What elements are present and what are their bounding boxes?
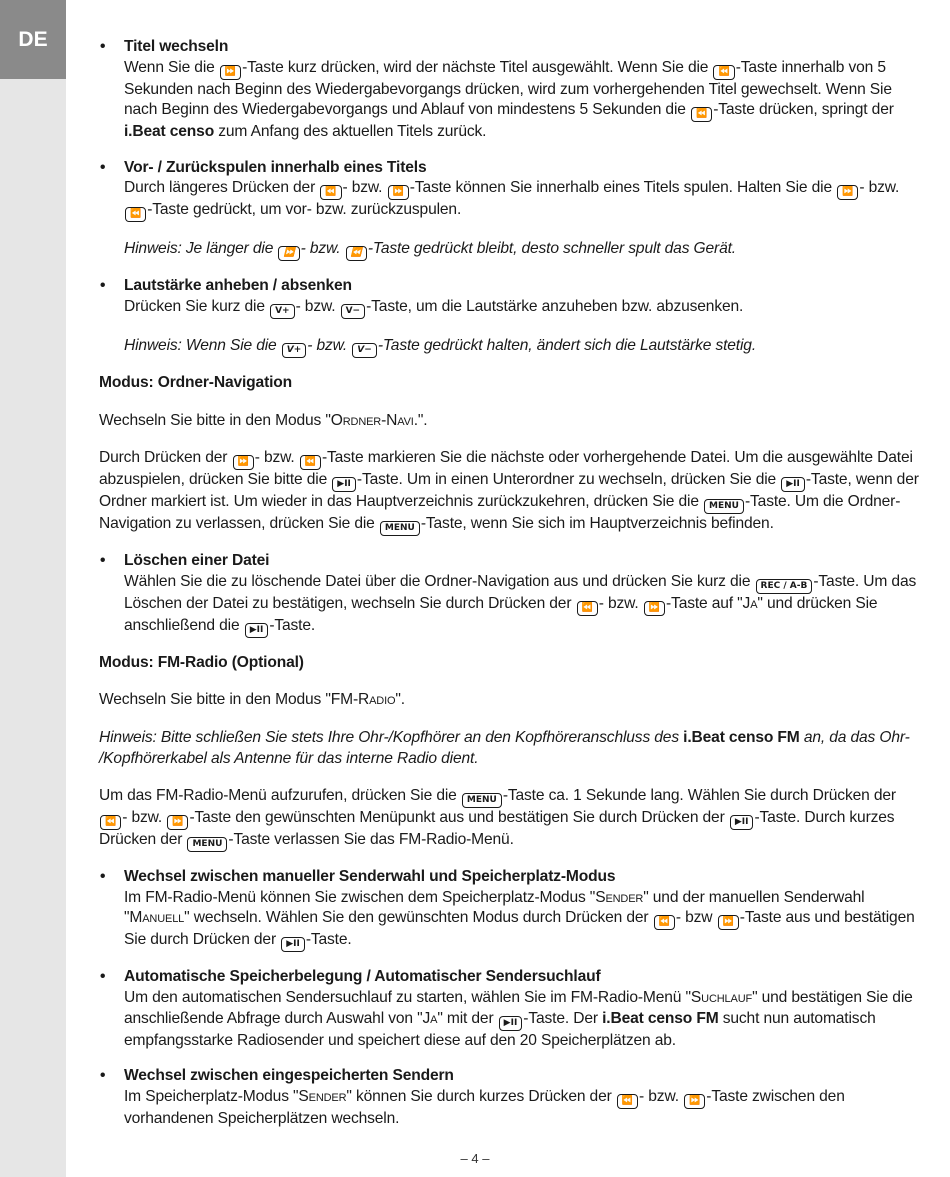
option-name: Ja: [742, 594, 758, 612]
play-pause-key-icon: ▶II: [281, 937, 305, 952]
play-pause-key-icon: ▶II: [332, 477, 356, 492]
fast-forward-key-icon: ⏩: [718, 915, 739, 930]
volume-down-key-icon: V−: [341, 304, 366, 319]
section-title: Wechsel zwischen manueller Senderwahl und Speicherplatz-Modus: [124, 868, 616, 886]
bullet-dot: •: [100, 38, 106, 55]
rewind-key-icon: ⏪: [713, 65, 734, 80]
rewind-key-icon: ⏪: [654, 915, 675, 930]
menu-key-icon: MENU: [187, 837, 227, 852]
section-text: Wenn Sie die ⏩ -Taste kurz drücken, wird der nächste Titel ausgewählt. Wenn Sie die ⏪ -Taste innerhalb von 5 Sekunden nach Beginn des Wiedergabevorgangs drücken, wird zum vorhergehenden Titel gewechselt. Wenn Sie nach Beginn des Wiedergabevorgangs und Ablauf von mindestens 5 Sekunden die ⏪ -Taste drücken, springt der i.Beat censo zum Anfang des aktuellen Titels zurück.: [124, 58, 894, 141]
section-text: Im Speicherplatz-Modus "Sender" können Sie durch kurzes Drücken der ⏪ - bzw. ⏩ -Taste zwischen den vorhandenen Speicherplätzen wechseln.: [124, 1087, 845, 1127]
rewind-key-icon: ⏪: [300, 455, 321, 470]
section-text: Um den automatischen Sendersuchlauf zu starten, wählen Sie im FM-Radio-Menü "Suchlauf" und bestätigen Sie die anschließende Abfrage durch Auswahl von "Ja" mit der ▶II -Taste. Der i.Beat censo FM sucht nun automatisch empfangsstarke Radiosender und speichert diese auf den 20 Speicherplätzen ab.: [124, 988, 913, 1049]
brand-name: i.Beat censo FM: [683, 728, 800, 746]
section-text: Im FM-Radio-Menü können Sie zwischen dem Speicherplatz-Modus "Sender" und der manuellen Senderwahl "Manuell" wechseln. Wählen Sie den gewünschten Modus durch Drücken der ⏪ - bzw ⏩ -Taste aus und bestätigen Sie durch Drücken der ▶II -Taste.: [124, 888, 919, 953]
mode-name: Manuell: [129, 909, 185, 927]
mode-name: Sender: [298, 1087, 347, 1105]
volume-up-key-icon: V+: [282, 343, 307, 358]
mode-heading-fm: Modus: FM-Radio (Optional): [99, 653, 304, 671]
section-title: Lautstärke anheben / absenken: [124, 277, 352, 295]
section-text: Durch längeres Drücken der ⏪ - bzw. ⏩ -Taste können Sie innerhalb eines Titels spulen. Halten Sie die ⏩ - bzw. ⏪ -Taste gedrückt, um vor- bzw. zurückzuspulen.: [124, 178, 919, 222]
section-sendersuchlauf: [99, 967, 919, 1051]
rewind-key-icon: ⏪: [320, 185, 341, 200]
fast-forward-key-icon: ⏩: [837, 185, 858, 200]
bullet-dot: •: [100, 277, 106, 295]
volume-down-key-icon: V−: [352, 343, 377, 358]
rewind-key-icon: ⏪: [691, 107, 712, 122]
fast-forward-key-icon: ⏩: [220, 65, 241, 80]
page-sidebar: [0, 0, 66, 1177]
section-lautstaerke: [99, 276, 919, 358]
paragraph: Wechseln Sie bitte in den Modus "Ordner-Navi.".: [99, 411, 428, 429]
rewind-key-icon: ⏪: [577, 601, 598, 616]
mode-name: Radio: [358, 691, 396, 709]
section-sender-wechseln: [99, 1066, 919, 1129]
paragraph: Durch Drücken der ⏩ - bzw. ⏪ -Taste markieren Sie die nächste oder vorhergehende Datei. Um die ausgewählte Datei abzuspielen, drücken Sie bitte die ▶II -Taste. Um in einen Unterordner zu wechseln, drücken Sie die ▶II -Taste, wenn der Ordner markiert ist. Um wieder in das Hauptverzeichnis zurückzukehren, drücken Sie die MENU -Taste. Um die Ordner-Navigation zu verlassen, drücken Sie die MENU -Taste, wenn Sie sich im Hauptverzeichnis befinden.: [99, 448, 919, 536]
rewind-key-icon: ⏪: [346, 246, 367, 261]
mode-name: Sender: [595, 888, 644, 906]
mode-heading-ordner: Modus: Ordner-Navigation: [99, 373, 293, 391]
paragraph: Wechseln Sie bitte in den Modus "FM-Radio".: [99, 691, 405, 709]
section-title: Löschen einer Datei: [124, 552, 270, 570]
brand-name: i.Beat censo FM: [602, 1009, 719, 1027]
section-title: Automatische Speicherbelegung / Automatischer Sendersuchlauf: [124, 968, 601, 986]
fast-forward-key-icon: ⏩: [388, 185, 409, 200]
volume-up-key-icon: V+: [270, 304, 295, 319]
hint-text: Hinweis: Je länger die ⏩ - bzw. ⏪ -Taste gedrückt bleibt, desto schneller spult das Gerät.: [124, 239, 919, 261]
play-pause-key-icon: ▶II: [499, 1016, 523, 1031]
paragraph: Um das FM-Radio-Menü aufzurufen, drücken Sie die MENU -Taste ca. 1 Sekunde lang. Wählen Sie durch Drücken der ⏪ - bzw. ⏩ -Taste den gewünschten Menüpunkt aus und bestätigen Sie durch Drücken der ▶II -Taste. Durch kurzes Drücken der MENU -Taste verlassen Sie das FM-Radio-Menü.: [99, 786, 919, 852]
section-title: Titel wechseln: [124, 38, 229, 55]
section-spulen: [99, 158, 919, 262]
fast-forward-key-icon: ⏩: [233, 455, 254, 470]
section-senderwahl: [99, 867, 919, 952]
bullet-dot: •: [100, 552, 106, 570]
rewind-key-icon: ⏪: [617, 1094, 638, 1109]
page-number: – 4 –: [460, 1151, 490, 1166]
bullet-dot: •: [100, 1067, 106, 1085]
mode-name: Ordner-Navi.: [330, 411, 418, 429]
play-pause-key-icon: ▶II: [730, 815, 754, 830]
rewind-key-icon: ⏪: [100, 815, 121, 830]
section-loeschen: [99, 551, 919, 638]
section-text: Wählen Sie die zu löschende Datei über die Ordner-Navigation aus und drücken Sie kurz die REC / A-B -Taste. Um das Löschen der Datei zu bestätigen, wechseln Sie durch Drücken der ⏪ - bzw. ⏩ -Taste auf "Ja" und drücken Sie anschließend die ▶II -Taste.: [124, 572, 919, 638]
bullet-dot: •: [100, 868, 106, 886]
fast-forward-key-icon: ⏩: [167, 815, 188, 830]
fast-forward-key-icon: ⏩: [644, 601, 665, 616]
section-text: Drücken Sie kurz die V+ - bzw. V− -Taste, um die Lautstärke anzuheben bzw. abzusenken.: [124, 297, 919, 319]
document-body: [99, 37, 919, 1129]
play-pause-key-icon: ▶II: [781, 477, 805, 492]
language-tab: DE: [0, 0, 66, 79]
record-key-icon: REC / A-B: [756, 579, 813, 594]
bullet-dot: •: [100, 968, 106, 986]
section-titel-wechseln: [99, 37, 919, 143]
hint-text: Hinweis: Bitte schließen Sie stets Ihre Ohr-/Kopfhörer an den Kopfhöreranschluss des i.Beat censo FM an, da das Ohr- /Kopfhörerkabel als Antenne für das interne Radio dient.: [99, 728, 910, 767]
fast-forward-key-icon: ⏩: [684, 1094, 705, 1109]
menu-key-icon: MENU: [704, 499, 744, 514]
section-title: Wechsel zwischen eingespeicherten Sendern: [124, 1067, 454, 1085]
bullet-dot: •: [100, 158, 106, 176]
option-name: Ja: [422, 1009, 438, 1027]
brand-name: i.Beat censo: [124, 123, 215, 141]
fast-forward-key-icon: ⏩: [278, 246, 299, 261]
rewind-key-icon: ⏪: [125, 207, 146, 222]
mode-name: Suchlauf: [690, 988, 753, 1006]
play-pause-key-icon: ▶II: [245, 623, 269, 638]
hint-text: Hinweis: Wenn Sie die V+ - bzw. V− -Taste gedrückt halten, ändert sich die Lautstärke stetig.: [124, 336, 919, 358]
section-title: Vor- / Zurückspulen innerhalb eines Titels: [124, 158, 427, 176]
menu-key-icon: MENU: [462, 793, 502, 808]
menu-key-icon: MENU: [380, 521, 420, 536]
